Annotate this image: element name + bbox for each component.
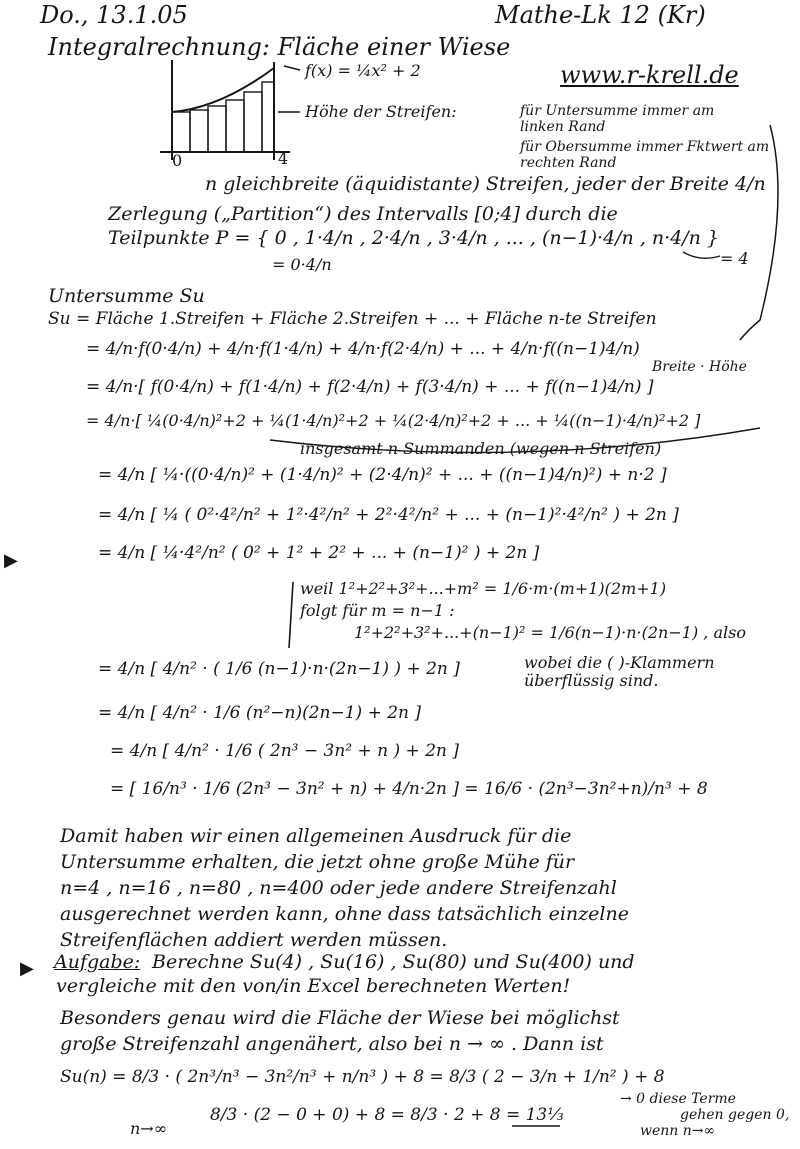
untersumme-line-4: = 4/n·[ ¼(0·4/n)²+2 + ¼(1·4/n)²+2 + ¼(2·4/n)²+2 + ... + ¼((n−1)·4/n)²+2 ] — [86, 411, 701, 430]
continuation-line-2: = 4/n [ 4/n² · 1/6 (n²−n)(2n−1) + 2n ] — [98, 703, 422, 723]
untersumme-line-6: = 4/n [ ¼ ( 0²·4²/n² + 1²·4²/n² + 2²·4²/n² + ... + (n−1)²·4²/n² ) + 2n ] — [98, 505, 679, 525]
x-axis-end: 4 — [278, 149, 289, 168]
conclusion-line-1: Damit haben wir einen allgemeinen Ausdruck für die — [60, 825, 572, 847]
function-label: f(x) = ¼x² + 2 — [305, 61, 421, 80]
limit-intro-2: große Streifenzahl angenähert, also bei n → ∞ . Dann ist — [60, 1033, 604, 1055]
lower-sum-note: für Untersumme immer am linken Rand — [520, 103, 715, 135]
task-text-2: vergleiche mit den von/in Excel berechneten Werten! — [56, 975, 571, 997]
continuation-line-1: = 4/n [ 4/n² · ( 1/6 (n−1)·n·(2n−1) ) + 2n ] — [98, 659, 460, 679]
strip-height-note: Höhe der Streifen: — [305, 102, 457, 121]
continuation-line-4: = [ 16/n³ · 1/6 (2n³ − 3n² + n) + 4/n·2n ] = 16/6 · (2n³−3n²+n)/n³ + 8 — [110, 779, 708, 799]
terms-note-3: wenn n→∞ — [640, 1123, 716, 1139]
continuation-line-3: = 4/n [ 4/n² · 1/6 ( 2n³ − 3n² + n ) + 2n ] — [110, 741, 459, 761]
page-title: Integralrechnung: Fläche einer Wiese — [48, 33, 511, 61]
partition-line-3: Teilpunkte P = { 0 , 1·4/n , 2·4/n , 3·4/n , ... , (n−1)·4/n , n·4/n } — [108, 227, 720, 249]
partition-note-zero: = 0·4/n — [272, 255, 332, 274]
task-text: Berechne Su(4) , Su(16) , Su(80) und Su(400) und — [152, 951, 635, 973]
conclusion-line-5: Streifenflächen addiert werden müssen. — [60, 929, 448, 951]
course-label: Mathe-Lk 12 (Kr) — [495, 1, 706, 29]
untersumme-heading: Untersumme Su — [48, 285, 205, 307]
limit-arrow: n→∞ — [130, 1119, 168, 1138]
upper-sum-note: für Obersumme immer Fktwert am rechten Rand — [520, 139, 770, 171]
date: Do., 13.1.05 — [40, 1, 188, 29]
margin-marker-2: ▶ — [20, 958, 34, 979]
formula-box-line-2: folgt für m = n−1 : — [300, 601, 455, 620]
conclusion-line-2: Untersumme erhalten, die jetzt ohne große Mühe für — [60, 851, 575, 873]
summand-note: insgesamt n Summanden (wegen n Streifen) — [300, 439, 662, 458]
bracket-note: wobei die ( )-Klammern überflüssig sind. — [524, 653, 715, 690]
formula-box-line-3: 1²+2²+3²+...+(n−1)² = 1/6(n−1)·n·(2n−1) , also — [354, 623, 746, 642]
website: www.r-krell.de — [560, 61, 739, 89]
untersumme-line-2: = 4/n·f(0·4/n) + 4/n·f(1·4/n) + 4/n·f(2·4/n) + ... + 4/n·f((n−1)4/n) — [86, 339, 640, 359]
terms-note-2: gehen gegen 0, — [680, 1107, 790, 1123]
untersumme-line-1: Su = Fläche 1.Streifen + Fläche 2.Streifen + ... + Fläche n-te Streifen — [48, 309, 657, 329]
untersumme-line-5: = 4/n [ ¼·((0·4/n)² + (1·4/n)² + (2·4/n)² + ... + ((n−1)4/n)²) + n·2 ] — [98, 465, 667, 485]
margin-marker-1: ▶ — [4, 550, 18, 571]
conclusion-line-4: ausgerechnet werden kann, ohne dass tatsächlich einzelne — [60, 903, 629, 925]
formula-box-line-1: weil 1²+2²+3²+...+m² = 1/6·m·(m+1)(2m+1) — [300, 579, 667, 598]
limit-intro-1: Besonders genau wird die Fläche der Wiese bei möglichst — [60, 1007, 620, 1029]
width-height-note: Breite · Höhe — [652, 359, 747, 375]
conclusion-line-3: n=4 , n=16 , n=80 , n=400 oder jede andere Streifenzahl — [60, 877, 617, 899]
partition-note-four: = 4 — [720, 249, 749, 268]
partition-line-1: n gleichbreite (äquidistante) Streifen, jeder der Breite 4/n — [205, 173, 766, 195]
limit-line-1: Su(n) = 8/3 · ( 2n³/n³ − 3n²/n³ + n/n³ ) + 8 = 8/3 ( 2 − 3/n + 1/n² ) + 8 — [60, 1067, 665, 1087]
partition-line-2: Zerlegung („Partition“) des Intervalls [0;4] durch die — [108, 203, 618, 225]
untersumme-line-7: = 4/n [ ¼·4²/n² ( 0² + 1² + 2² + ... + (n−1)² ) + 2n ] — [98, 543, 540, 563]
x-axis-start: 0 — [172, 151, 183, 170]
terms-note-1: → 0 diese Terme — [620, 1091, 736, 1107]
limit-line-2: 8/3 · (2 − 0 + 0) + 8 = 8/3 · 2 + 8 = 13⅓ — [210, 1105, 564, 1125]
untersumme-line-3: = 4/n·[ f(0·4/n) + f(1·4/n) + f(2·4/n) + f(3·4/n) + ... + f((n−1)4/n) ] — [86, 377, 654, 397]
task-label: Aufgabe: — [54, 951, 141, 973]
